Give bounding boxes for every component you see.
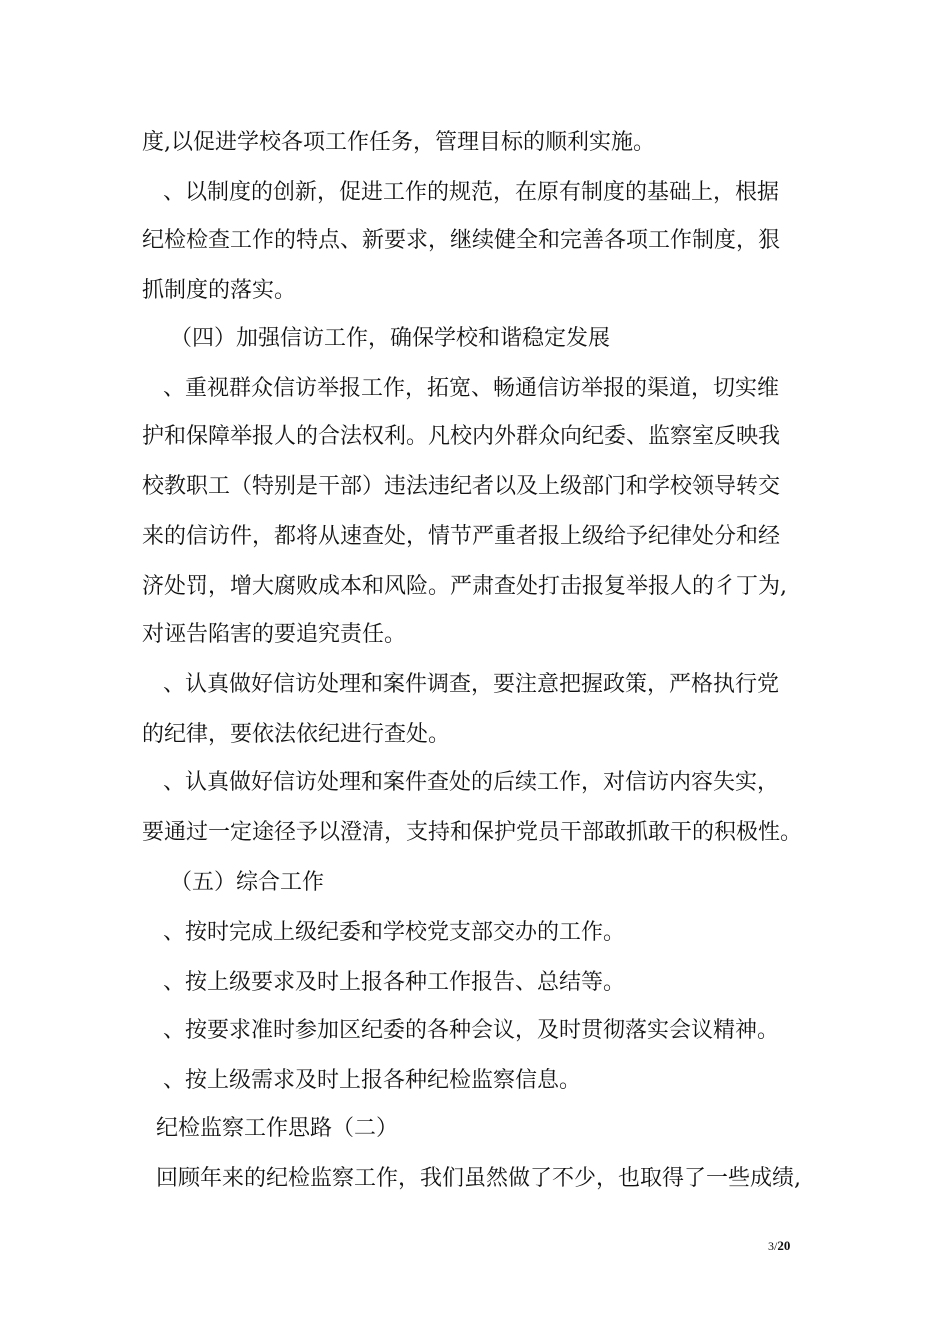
text-line-4: 抓制度的落实。 <box>142 278 297 303</box>
page-number <box>768 1238 790 1254</box>
text-line-12: 、认真做好信访处理和案件调查，要注意把握政策，严格执行党 <box>163 672 780 697</box>
text-line-10: 济处罚，增大腐败成本和风险。严肃查处打击报复举报人的彳丁为, <box>142 574 787 599</box>
text-line-22: 回顾年来的纪检监察工作，我们虽然做了不少，也取得了一些成绩, <box>156 1166 801 1191</box>
document-title: 纪检监察工作思路（二） <box>156 1116 399 1141</box>
text-line-8: 校教职工（特别是干部）违法违纪者以及上级部门和学校领导转交 <box>142 474 781 499</box>
text-line-18: 、按上级要求及时上报各种工作报告、总结等。 <box>163 970 626 995</box>
text-line-17: 、按时完成上级纪委和学校党支部交办的工作。 <box>163 920 626 945</box>
text-line-11: 对诬告陷害的要追究责任。 <box>142 622 407 647</box>
text-line-7: 护和保障举报人的合法权利。凡校内外群众向纪委、监察室反映我 <box>142 424 781 449</box>
text-line-1: 度,以促进学校各项工作任务，管理目标的顺利实施。 <box>142 130 655 155</box>
section-heading-4: （四）加强信访工作，确保学校和谐稳定发展 <box>170 326 611 351</box>
page-total: 20 <box>777 1238 791 1253</box>
text-line-6: 、重视群众信访举报工作，拓宽、畅通信访举报的渠道，切实维 <box>163 376 780 401</box>
text-line-15: 要通过一定途径予以澄清，支持和保护党员干部敢抓敢干的积极性。 <box>142 820 803 845</box>
text-line-3: 纪检检查工作的特点、新要求，继续健全和完善各项工作制度，狠 <box>142 228 781 253</box>
text-line-20: 、按上级需求及时上报各种纪检监察信息。 <box>163 1068 582 1093</box>
text-line-2: 、以制度的创新，促进工作的规范，在原有制度的基础上，根据 <box>163 180 780 205</box>
text-line-9: 来的信访件，都将从速查处，情节严重者报上级给予纪律处分和经 <box>142 524 781 549</box>
text-line-14: 、认真做好信访处理和案件查处的后续工作，对信访内容失实， <box>163 770 780 795</box>
text-line-13: 的纪律，要依法依纪进行查处。 <box>142 722 451 747</box>
text-line-19: 、按要求准时参加区纪委的各种会议，及时贯彻落实会议精神。 <box>163 1018 780 1043</box>
page-current: 3/ <box>768 1239 778 1253</box>
section-heading-5: （五）综合工作 <box>170 870 325 895</box>
